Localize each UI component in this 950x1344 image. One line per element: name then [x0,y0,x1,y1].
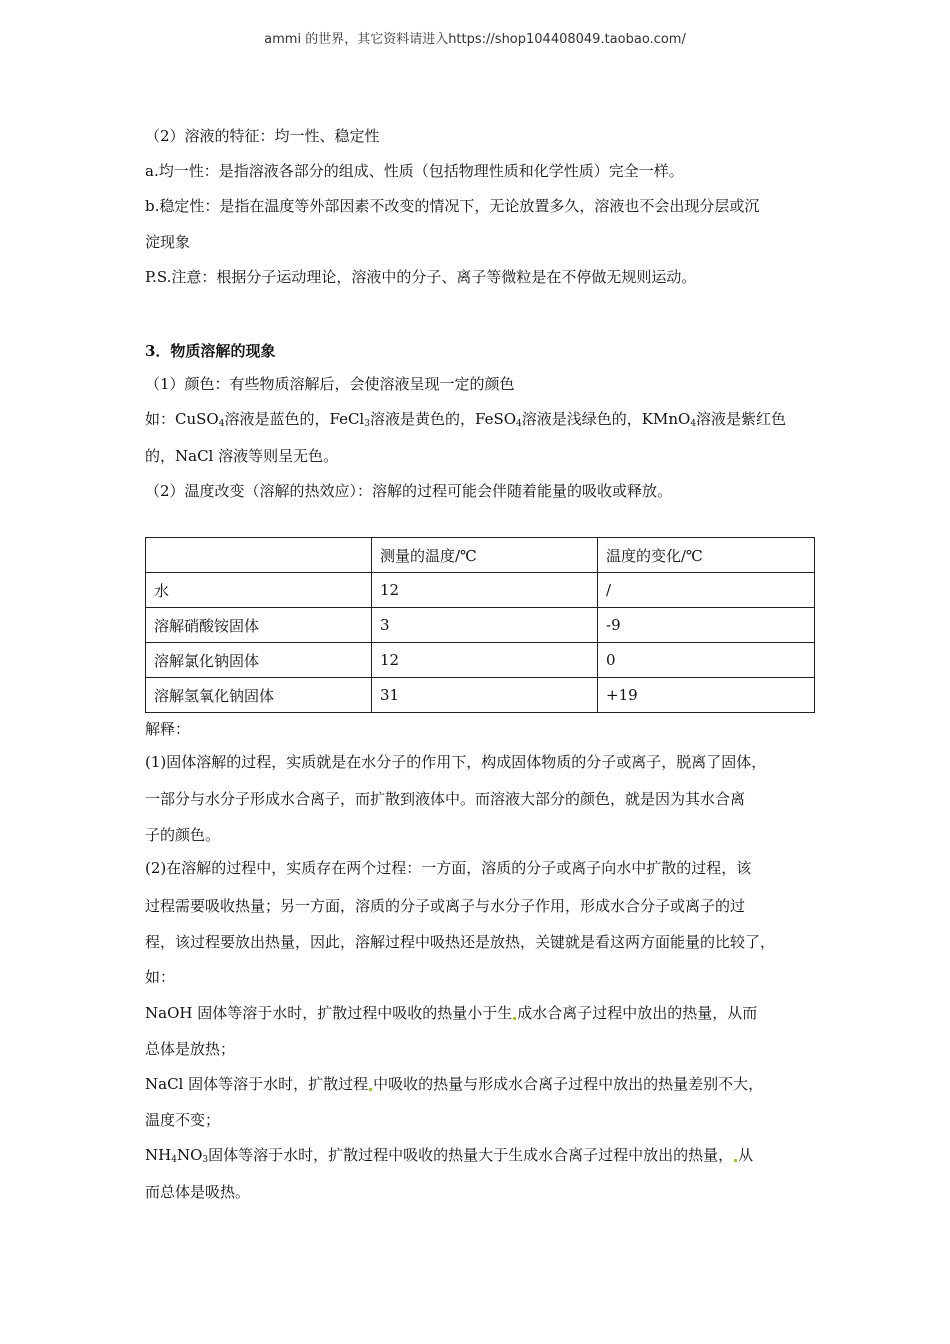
table-header-row [146,538,815,573]
temperature-table [145,537,815,713]
explanation-p2-line4: 如： [145,968,176,986]
nh4no3-line2: 而总体是吸热。 [145,1183,251,1201]
table-row [146,643,815,678]
table-cell: 溶解氢氧化钠固体 [146,678,372,713]
stability-text-line1: b.稳定性：是指在温度等外部因素不改变的情况下，无论放置多久，溶液也不会出现分层或沉 [145,197,760,215]
table-cell: 3 [372,608,598,643]
marker-dot [513,1017,516,1020]
table-row [146,608,815,643]
nacl-line2: 温度不变； [145,1111,221,1129]
table-row [146,573,815,608]
table-cell: 0 [598,643,815,678]
table-cell: 水 [146,573,372,608]
explanation-p1-line2: 一部分与水分子形成水合离子，而扩散到液体中。而溶液大部分的颜色，就是因为其水合离 [145,790,746,808]
table-cell: 12 [372,643,598,678]
table-cell: 12 [372,573,598,608]
marker-dot [369,1088,372,1091]
page-header: ammi 的世界，其它资料请进入https://shop104408049.taobao.com/ [264,32,686,47]
naoh-line2: 总体是放热； [145,1040,236,1058]
table-cell: 31 [372,678,598,713]
explanation-p1-line1: (1)固体溶解的过程，实质就是在水分子的作用下，构成固体物质的分子或离子，脱离了固体， [145,753,767,771]
explanation-p2-line2: 过程需要吸收热量；另一方面，溶质的分子或离子与水分子作用，形成水合分子或离子的过 [145,897,746,915]
color-examples-line2: 的，NaCl 溶液等则呈无色。 [145,447,339,465]
table-header-cell: 温度的变化/℃ [598,538,815,573]
nh4no3-line1: $NH_4NO_3$固体等溶于水时，扩散过程中吸收的热量大于生成水合离子过程中放出的热量， 从 [145,1146,754,1165]
marker-dot [734,1159,737,1162]
explanation-label: 解释： [145,720,191,738]
table-row [146,678,815,713]
table-cell: 溶解氯化钠固体 [146,643,372,678]
table-cell: 溶解硝酸铵固体 [146,608,372,643]
explanation-p1-line3: 子的颜色。 [145,826,221,844]
table-cell: / [598,573,815,608]
section-3-title: 3．物质溶解的现象 [145,342,276,360]
color-examples-line1: 如：CuSO$_4$溶液是蓝色的，FeCl$_3$溶液是黄色的，FeSO$_4$溶液是浅绿色的，KMnO$_4$溶液是紫红色 [145,410,787,429]
temperature-heading: （2）温度改变（溶解的热效应）：溶解的过程可能会伴随着能量的吸收或释放。 [145,482,673,500]
stability-text-line2: 淀现象 [145,233,191,251]
naoh-line1: NaOH 固体等溶于水时，扩散过程中吸收的热量小于生 成水合离子过程中放出的热量，从而 [145,1004,758,1022]
table-cell: -9 [598,608,815,643]
table-cell: +19 [598,678,815,713]
solution-features-heading: （2）溶液的特征：均一性、稳定性 [145,127,380,145]
table-header-cell [146,538,372,573]
table-header-cell: 测量的温度/℃ [372,538,598,573]
ps-note: P.S.注意：根据分子运动理论，溶液中的分子、离子等微粒是在不停做无规则运动。 [145,268,697,286]
nacl-line1: NaCl 固体等溶于水时，扩散过程 中吸收的热量与形成水合离子过程中放出的热量差别不大， [145,1075,764,1093]
explanation-p2-line3: 程，该过程要放出热量，因此，溶解过程中吸热还是放热，关键就是看这两方面能量的比较了， [145,933,776,951]
color-heading: （1）颜色：有些物质溶解后，会使溶液呈现一定的颜色 [145,375,515,393]
uniformity-text: a.均一性：是指溶液各部分的组成、性质（包括物理性质和化学性质）完全一样。 [145,162,684,180]
explanation-p2-line1: (2)在溶解的过程中，实质存在两个过程：一方面，溶质的分子或离子向水中扩散的过程，该 [145,859,752,877]
